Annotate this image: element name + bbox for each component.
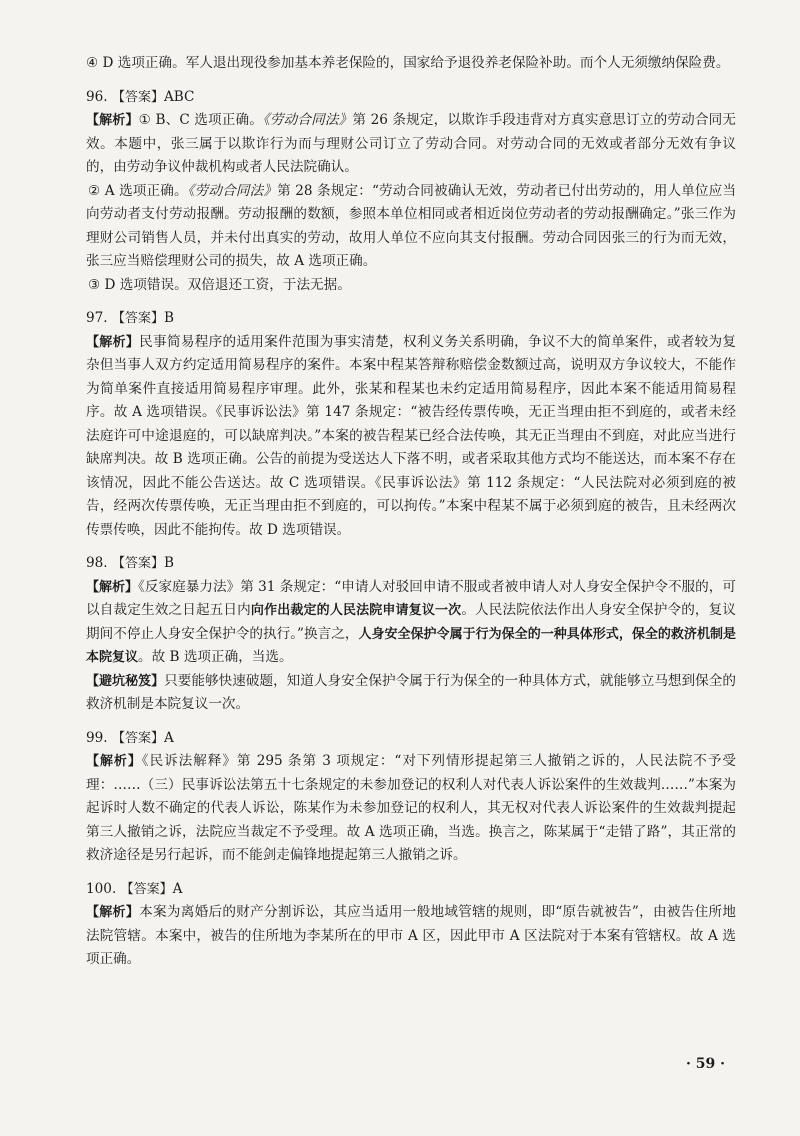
- q96-analysis-1: [86, 109, 736, 180]
- q99-answer: A: [163, 729, 174, 746]
- page-number: · 59 ·: [686, 1056, 725, 1072]
- q100-analysis: [86, 901, 736, 972]
- q98-tip: [86, 670, 736, 717]
- q96-a2-pre: ② A 选项正确。: [88, 182, 188, 199]
- q98-a-1: 《反家庭暴力法》第 31 条规定：“申请人对驳回申请不服或者被申请人对人身安全保护令不服的，可以自裁定生效之日起五日内: [86, 578, 736, 618]
- q98-analysis: [86, 576, 736, 670]
- q98-a-5: 。故 B 选项正确，当选。: [138, 649, 293, 665]
- answer-label: 【答案】: [111, 311, 164, 326]
- answer-label: 【答案】: [111, 89, 164, 105]
- q96-a1-post: 第 26 条规定，以欺诈手段违背对方真实意思订立的劳动合同无效。本题中，张三属于以欺诈行为而与理财公司订立了劳动合同。对劳动合同的无效或者部分无效有争议的，由劳动争议仲裁机构或者人民法院确认。: [86, 112, 736, 175]
- carry-paragraph: ④ D 选项正确。军人退出现役参加基本养老保险的，国家给予退役养老保险补助。而个人无须缴纳保险费。: [86, 55, 730, 71]
- answer-label: 【答案】: [120, 881, 173, 897]
- q96-answer-line: [86, 86, 736, 110]
- analysis-label: 【解析】: [86, 113, 139, 128]
- q98-a-emphasis-2: 人身安全保护令属于行为保全的一种具体形式，保全的救济机制是本院复议: [86, 626, 736, 665]
- q99-answer-line: [86, 727, 736, 751]
- analysis-label: 【解析】: [86, 905, 140, 920]
- q100-answer-line: [86, 878, 736, 902]
- q100-answer: A: [172, 880, 183, 897]
- q100-analysis-text: 本案为离婚后的财产分割诉讼，其应当适用一般地域管辖的规则，即“原告就被告”，由被告住所地法院管辖。本案中，被告的住所地为李某所在的甲市 A 区，因此甲市 A 区法院对于本案有管辖权。故 A 选项正确。: [86, 904, 736, 967]
- analysis-label: 【解析】: [86, 579, 139, 595]
- analysis-label: 【解析】: [86, 334, 140, 350]
- q97-analysis: [86, 331, 736, 543]
- q97-answer: B: [163, 310, 174, 326]
- analysis-label: 【解析】: [86, 754, 142, 769]
- q98-a-emphasis-1: 向作出裁定的人民法院申请复议一次: [250, 603, 462, 618]
- q98-number: 98.: [86, 555, 108, 571]
- answer-label: 【答案】: [111, 556, 164, 571]
- q99-analysis-text: 《民诉法解释》第 295 条第 3 项规定：“对下列情形提起第三人撤销之诉的，人民法院不予受理：……（三）民事诉讼法第五十七条规定的未参加登记的权利人对代表人诉讼案件的生效裁判……”本案为起诉时人数不确定的代表人诉讼，陈某作为未参加登记的权利人，其无权对代表人诉讼案件的生效裁判提起第三人撤销之诉，法院应当裁定不予受理。故 A 选项正确，当选。换言之，陈某属于“走错了路”，其正常的救济途径是另行起诉，而不能剑走偏锋地提起第三人撤销之诉。: [86, 753, 736, 863]
- q96-analysis-3: ③ D 选项错误。双倍退还工资，于法无据。: [88, 276, 351, 293]
- q98-answer: B: [163, 555, 174, 571]
- q100-number: 100.: [86, 880, 117, 897]
- tip-label: 【避坑秘笈】: [86, 673, 165, 689]
- q96-a1-law: 《劳动合同法》: [262, 112, 353, 128]
- document-body: [86, 52, 736, 972]
- q96-answer: ABC: [163, 88, 195, 105]
- q96-analysis-2: [86, 180, 736, 274]
- q96-a1-pre: ① B、C 选项正确。: [138, 112, 263, 128]
- q96-number: 96.: [86, 88, 108, 105]
- q99-number: 99.: [86, 729, 108, 746]
- q97-number: 97.: [86, 310, 108, 326]
- answer-label: 【答案】: [111, 730, 164, 746]
- q96-a2-post: 第 28 条规定：“劳动合同被确认无效，劳动者已付出劳动的，用人单位应当向劳动者支付劳动报酬。劳动报酬的数额，参照本单位相同或者相近岗位劳动者的劳动报酬确定。”张三作为理财公司销售人员，并未付出真实的劳动，故用人单位不应向其支付报酬。劳动合同因张三的行为而无效，张三应当赔偿理财公司的损失，故 A 选项正确。: [86, 182, 736, 269]
- q97-analysis-text: 民事简易程序的适用案件范围为事实清楚，权利义务关系明确，争议不大的简单案件，或者较为复杂但当事人双方约定适用简易程序的案件。本案中程某答辩称赔偿金数额过高，说明双方争议较大，不能作为简单案件直接适用简易程序审理。此外，张某和程某也未约定适用简易程序，因此本案不能适用简易程序。故 A 选项错误。《民事诉讼法》第 147 条规定：“被告经传票传唤，无正当理由拒不到庭的，或者未经法庭许可中途退庭的，可以缺席判决。”本案的被告程某已经合法传唤，其无正当理由不到庭，对此应当进行缺席判决。故 B 选项正确。公告的前提为受送达人下落不明，或者采取其他方式均不能送达，而本案不存在该情况，因此不能公告送达。故 C 选项错误。《民事诉讼法》第 112 条规定：“人民法院对必须到庭的被告，经两次传票传唤，无正当理由拒不到庭的，可以拘传。”本案中程某不属于必须到庭的被告，且未经两次传票传唤，因此不能拘传。故 D 选项错误。: [86, 333, 736, 538]
- q97-answer-line: [86, 307, 736, 331]
- q96-a2-law: 《劳动合同法》: [187, 182, 278, 199]
- q98-tip-text: 只要能够快速破题，知道人身安全保护令属于行为保全的一种具体方式，就能够立马想到保全的救济机制是本院复议一次。: [86, 672, 736, 712]
- q98-answer-line: [86, 552, 736, 576]
- q98-a-3: 。人民法院依法作出人身安全保护令的，复议期间不停止人身安全保护令的执行。”换言之，: [86, 602, 737, 642]
- q99-analysis: [86, 750, 736, 868]
